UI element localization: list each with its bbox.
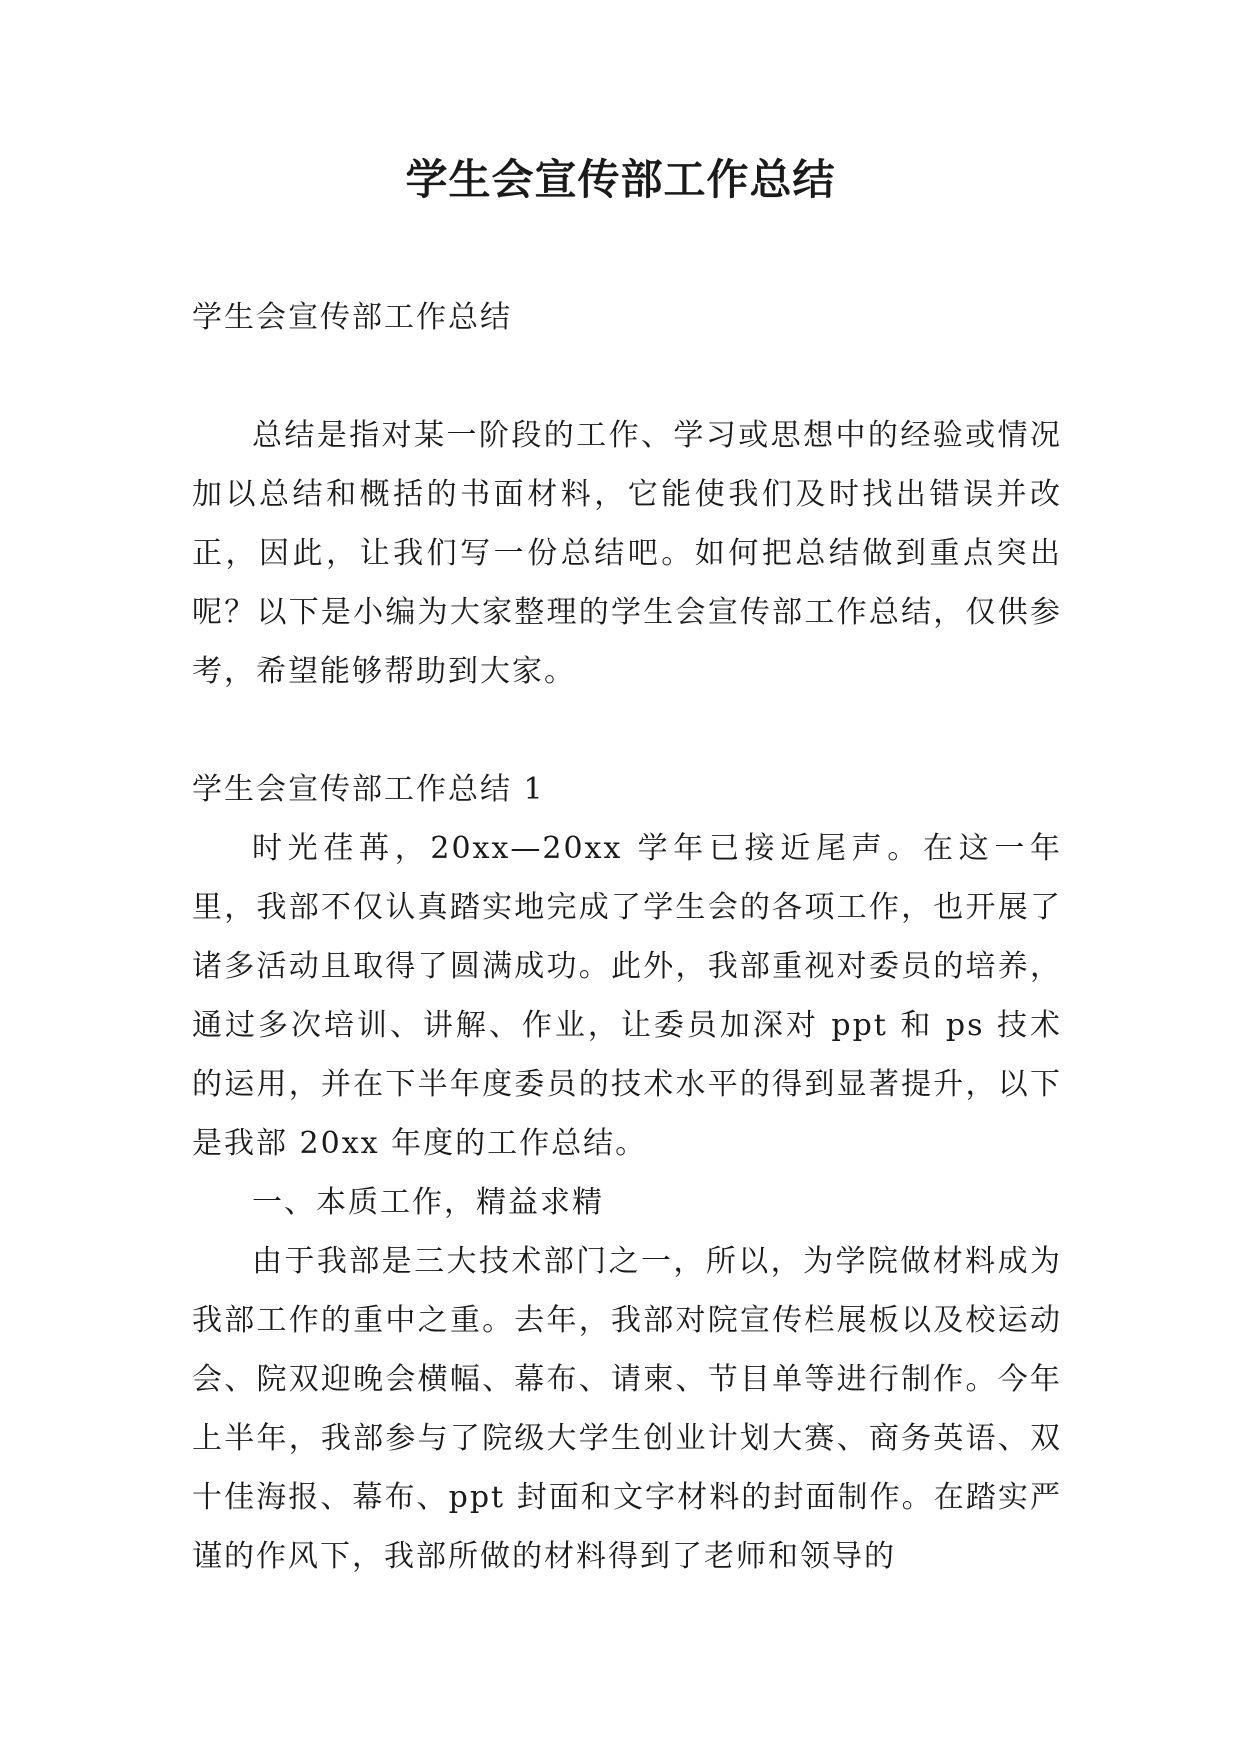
document-subtitle: 学生会宣传部工作总结 (192, 300, 512, 335)
body-paragraph: 时光荏苒，20xx—20xx 学年已接近尾声。在这一年里，我部不仅认真踏实地完成了学生会的各项工作，也开展了诸多活动且取得了圆满成功。此外，我部重视对委员的培养，通过多次培训、讲解、作业，让委员加深对 ppt 和 ps 技术的运用，并在下半年度委员的技术水平的得到显著提升，以下是我部 20xx 年度的工作总结。 (192, 831, 1062, 1161)
spacer (192, 347, 1062, 406)
intro-paragraph: 总结是指对某一阶段的工作、学习或思想中的经验或情况加以总结和概括的书面材料，它能使我们及时找出错误并改正，因此，让我们写一份总结吧。如何把总结做到重点突出呢？以下是小编为大家整理的学生会宣传部工作总结，仅供参考，希望能够帮助到大家。 (192, 418, 1062, 689)
document-body (192, 288, 1062, 1586)
subsection-title: 一、本质工作，精益求精 (252, 1185, 604, 1220)
body-paragraph: 由于我部是三大技术部门之一，所以，为学院做材料成为我部工作的重中之重。去年，我部对院宣传栏展板以及校运动会、院双迎晚会横幅、幕布、请柬、节目单等进行制作。今年上半年，我部参与了院级大学生创业计划大赛、商务英语、双十佳海报、幕布、ppt 封面和文字材料的封面制作。在踏实严谨的作风下，我部所做的材料得到了老师和领导的 (192, 1244, 1062, 1574)
spacer (192, 701, 1062, 760)
section-heading: 学生会宣传部工作总结 1 (192, 772, 545, 807)
document-title: 学生会宣传部工作总结 (405, 155, 836, 204)
